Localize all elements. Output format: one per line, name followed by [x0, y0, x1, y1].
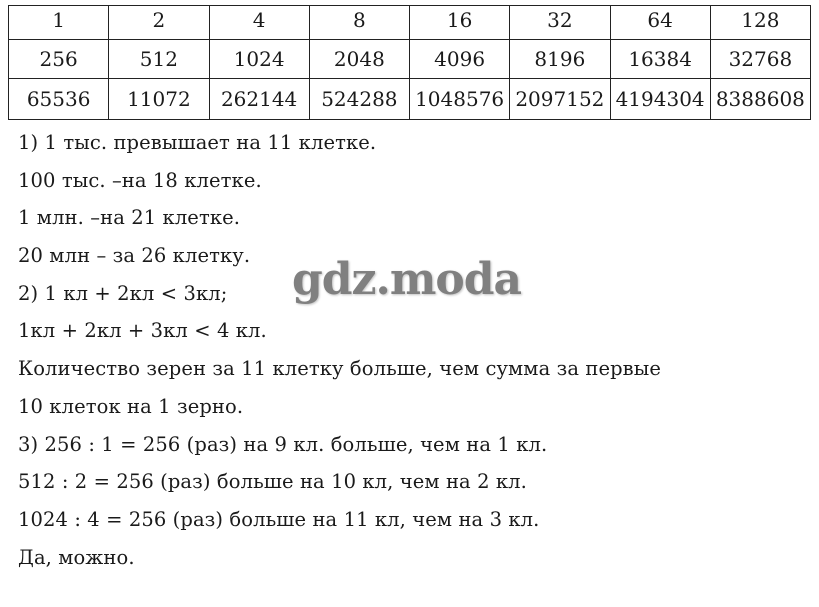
table-cell: 8196	[510, 40, 610, 79]
table-cell: 11072	[109, 79, 209, 120]
text-line: Количество зерен за 11 клетку больше, чем сумма за первые	[18, 357, 662, 381]
table-cell: 16384	[610, 40, 710, 79]
table-cell: 32	[510, 6, 610, 40]
table-cell: 128	[710, 6, 810, 40]
table-cell: 2	[109, 6, 209, 40]
table-cell: 2097152	[510, 79, 610, 120]
table-cell: 524288	[309, 79, 409, 120]
text-line: 20 млн – за 26 клетку.	[18, 244, 251, 268]
table-cell: 4194304	[610, 79, 710, 120]
solution-text	[18, 124, 808, 576]
table-cell: 4096	[410, 40, 510, 79]
text-line: 512 : 2 = 256 (раз) больше на 10 кл, чем на 2 кл.	[18, 470, 527, 494]
table-cell: 1048576	[410, 79, 510, 120]
table-cell: 8388608	[710, 79, 810, 120]
text-line: 1кл + 2кл + 3кл < 4 кл.	[18, 319, 267, 343]
table-row	[9, 79, 811, 120]
text-line: 100 тыс. –на 18 клетке.	[18, 168, 262, 192]
text-line: 1 млн. –на 21 клетке.	[18, 206, 241, 230]
text-line: Да, можно.	[18, 545, 135, 569]
table-cell: 2048	[309, 40, 409, 79]
table-row	[9, 40, 811, 79]
table-row	[9, 6, 811, 40]
table-cell: 32768	[710, 40, 810, 79]
table-cell: 8	[309, 6, 409, 40]
watermark-logo: gdz.moda	[292, 254, 522, 305]
text-line: 10 клеток на 1 зерно.	[18, 394, 244, 418]
table-cell: 4	[209, 6, 309, 40]
text-line: 1) 1 тыс. превышает на 11 клетке.	[18, 131, 377, 154]
table-cell: 512	[109, 40, 209, 79]
table-cell: 262144	[209, 79, 309, 120]
table-cell: 256	[9, 40, 109, 79]
powers-of-two-table	[8, 5, 811, 120]
table-cell: 16	[410, 6, 510, 40]
table-cell: 1	[9, 6, 109, 40]
table-cell: 65536	[9, 79, 109, 120]
table-cell: 64	[610, 6, 710, 40]
text-line: 1024 : 4 = 256 (раз) больше на 11 кл, чем на 3 кл.	[18, 507, 540, 531]
table-cell: 1024	[209, 40, 309, 79]
text-line: 2) 1 кл + 2кл < 3кл;	[18, 281, 228, 305]
text-line: 3) 256 : 1 = 256 (раз) на 9 кл. больше, чем на 1 кл.	[18, 432, 548, 456]
